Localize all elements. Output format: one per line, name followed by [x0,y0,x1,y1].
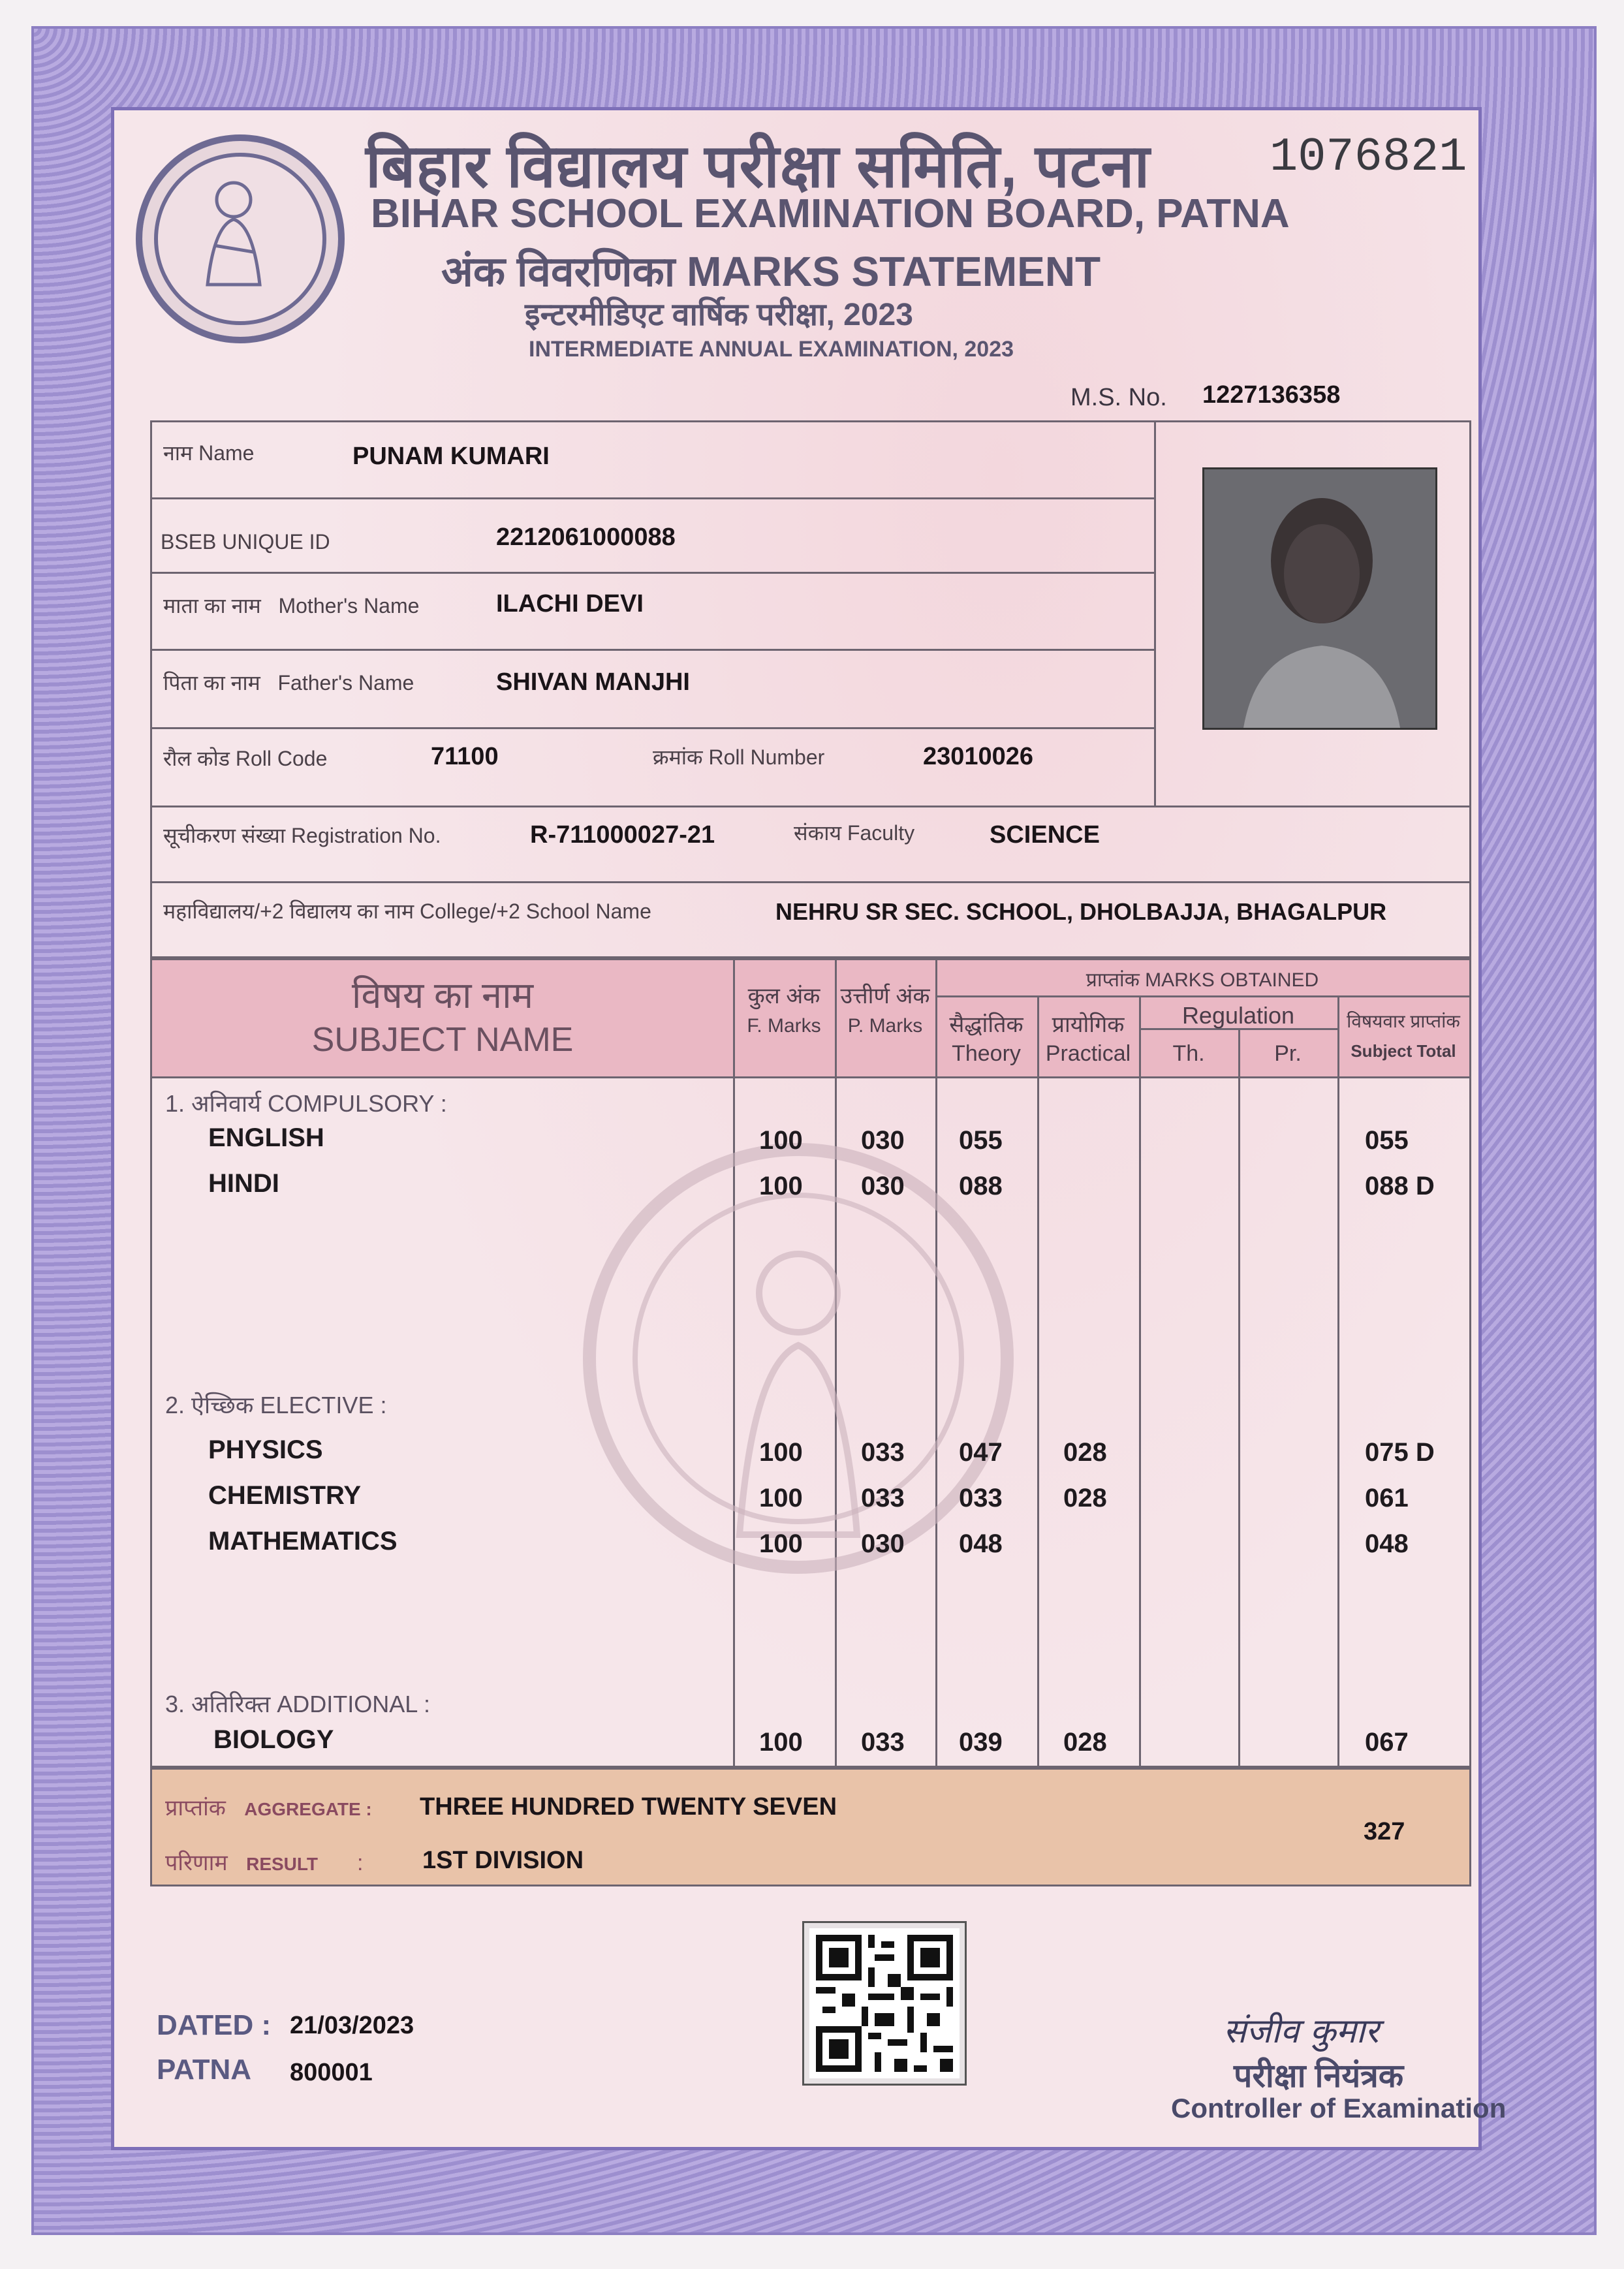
roll-code-label-english: Roll Code [235,747,328,770]
practical-header-hindi: प्रायोगिक [1052,1012,1125,1037]
faculty-label-english: Faculty [847,821,915,845]
mother-label-english: Mother's Name [278,594,420,618]
practical-header: Practical [1045,1041,1131,1066]
place: PATNA [157,2054,252,2086]
full-marks: 100 [759,1484,803,1512]
pmarks-header-hindi: उत्तीर्ण अंक [840,984,930,1009]
dated-label: DATED : [157,2009,272,2041]
ms-title-english: MARKS STATEMENT [687,248,1101,295]
divider [150,727,1154,729]
roll-code: 71100 [431,743,499,770]
roll-number-label-english: Roll Number [708,745,825,769]
aggregate-label-hindi: प्राप्तांक [165,1796,226,1821]
subject-total: 075 D [1365,1438,1435,1467]
board-title-hindi: बिहार विद्यालय परीक्षा समिति, पटना [366,133,1151,200]
roll-number-label [653,743,824,771]
full-marks: 100 [759,1728,803,1757]
theory-marks: 047 [959,1438,1003,1467]
controller-title-english: Controller of Examination [1171,2093,1507,2123]
section-compulsory: 1. अनिवार्य COMPULSORY : [165,1090,447,1117]
marks-statement-title [441,242,1101,298]
registration-label-english: Registration No. [291,824,441,847]
registration-label [163,821,441,849]
subject-name: PHYSICS [208,1435,323,1464]
college-label-english: College/+2 School Name [419,900,651,923]
regulation-header: Regulation [1181,1002,1295,1029]
full-marks: 100 [759,1126,803,1155]
subject-total: 088 D [1365,1172,1435,1200]
father-label-hindi: पिता का नाम [163,671,260,695]
divider [150,572,1154,574]
name-label [163,439,254,467]
faculty: SCIENCE [990,821,1100,849]
unique-id: 2212061000088 [496,524,676,551]
aggregate-label-english: AGGREGATE : [244,1799,372,1819]
father-label-english: Father's Name [277,671,414,695]
roll-number: 23010026 [923,743,1034,770]
mother-label [163,591,419,619]
practical-marks: 028 [1063,1728,1107,1757]
practical-marks: 028 [1063,1438,1107,1467]
registration-number: R-711000027-21 [530,821,715,849]
pass-marks: 030 [861,1126,905,1155]
result-colon: : [357,1851,364,1875]
subject-total: 048 [1365,1529,1409,1558]
student-photo [1202,467,1437,730]
father-name: SHIVAN MANJHI [496,668,690,696]
ms-title-hindi: अंक विवरणिका [441,248,676,295]
full-marks: 100 [759,1172,803,1200]
subject-header-english: SUBJECT NAME [311,1021,574,1059]
aggregate-box [150,1768,1471,1886]
faculty-label-hindi: संकाय [794,821,842,845]
uid-label: BSEB UNIQUE ID [161,530,330,554]
subject-total-header: Subject Total [1351,1041,1456,1061]
result: 1ST DIVISION [422,1847,584,1874]
student-name: PUNAM KUMARI [352,443,550,470]
theory-marks: 048 [959,1529,1003,1558]
marks-obtained-header: प्राप्तांक MARKS OBTAINED [1085,969,1319,991]
college-label [163,897,651,925]
subject-total: 061 [1365,1484,1409,1512]
college-label-hindi: महाविद्यालय/+2 विद्यालय का नाम [163,900,414,923]
subject-name: HINDI [208,1169,279,1198]
result-label-english: RESULT [246,1854,319,1874]
theory-marks: 033 [959,1484,1003,1512]
fmarks-header: F. Marks [747,1015,821,1037]
exam-title-english: INTERMEDIATE ANNUAL EXAMINATION, 2023 [529,337,1014,362]
subject-total: 067 [1365,1728,1409,1757]
aggregate-words: THREE HUNDRED TWENTY SEVEN [420,1793,837,1821]
marks-table [150,958,1471,1768]
pass-marks: 033 [861,1484,905,1512]
subject-total-header-hindi: विषयवार प्राप्तांक [1347,1011,1460,1031]
divider [150,649,1154,651]
serial-number: 1076821 [1270,131,1467,184]
col-divider [1037,995,1039,1766]
full-marks: 100 [759,1438,803,1467]
exam-title-hindi: इन्टरमीडिएट वार्षिक परीक्षा, 2023 [525,298,913,332]
practical-marks: 028 [1063,1484,1107,1512]
theory-header-hindi: सैद्धांतिक [949,1012,1023,1037]
aggregate-label [165,1792,372,1822]
subject-total: 055 [1365,1126,1409,1155]
reg-th-header: Th. [1172,1041,1205,1066]
header-divider [935,995,1469,997]
subject-name: CHEMISTRY [208,1481,362,1510]
controller-signature: संजीव कुमार [1223,2012,1379,2051]
subject-name: BIOLOGY [213,1725,334,1754]
divider [150,881,1471,883]
fmarks-header-hindi: कुल अंक [747,984,820,1009]
subject-name: MATHEMATICS [208,1527,398,1556]
col-divider [1139,995,1141,1766]
ms-number: 1227136358 [1202,381,1341,409]
pass-marks: 030 [861,1172,905,1200]
theory-marks: 039 [959,1728,1003,1757]
theory-header: Theory [952,1041,1021,1066]
pass-marks: 033 [861,1728,905,1757]
result-label [165,1847,363,1877]
college-name: NEHRU SR SEC. SCHOOL, DHOLBAJJA, BHAGALPUR [775,898,1387,925]
roll-code-label-hindi: रौल कोड [163,747,230,770]
theory-marks: 088 [959,1172,1003,1200]
issue-date: 21/03/2023 [290,2012,414,2039]
reg-pr-header: Pr. [1274,1041,1302,1066]
ms-number-label: M.S. No. [1070,384,1167,411]
mother-name: ILACHI DEVI [496,590,644,618]
roll-code-label [163,744,327,772]
controller-title-hindi: परीक्षा नियंत्रक [1234,2058,1404,2094]
qr-code [804,1923,965,2084]
section-elective: 2. ऐच्छिक ELECTIVE : [165,1392,387,1418]
name-label-hindi: नाम [163,441,193,465]
pmarks-header: P. Marks [847,1015,923,1037]
subject-header-hindi: विषय का नाम [351,975,534,1016]
subject-name: ENGLISH [208,1123,324,1152]
col-divider [1337,995,1339,1766]
theory-marks: 055 [959,1126,1003,1155]
result-label-hindi: परिणाम [165,1851,228,1875]
mother-label-hindi: माता का नाम [163,594,261,618]
board-title-english: BIHAR SCHOOL EXAMINATION BOARD, PATNA [371,191,1290,236]
name-label-english: Name [198,441,255,465]
divider [150,497,1154,499]
pass-marks: 030 [861,1529,905,1558]
father-label [163,668,414,696]
divider [150,806,1471,807]
col-divider [1238,1028,1240,1766]
registration-label-hindi: सूचीकरण संख्या [163,824,286,847]
pin-code: 800001 [290,2059,373,2086]
board-seal-logo [136,134,345,343]
pass-marks: 033 [861,1438,905,1467]
roll-number-label-hindi: क्रमांक [653,745,703,769]
faculty-label [794,819,914,847]
section-additional: 3. अतिरिक्त ADDITIONAL : [165,1691,430,1717]
aggregate-total: 327 [1364,1818,1405,1845]
full-marks: 100 [759,1529,803,1558]
